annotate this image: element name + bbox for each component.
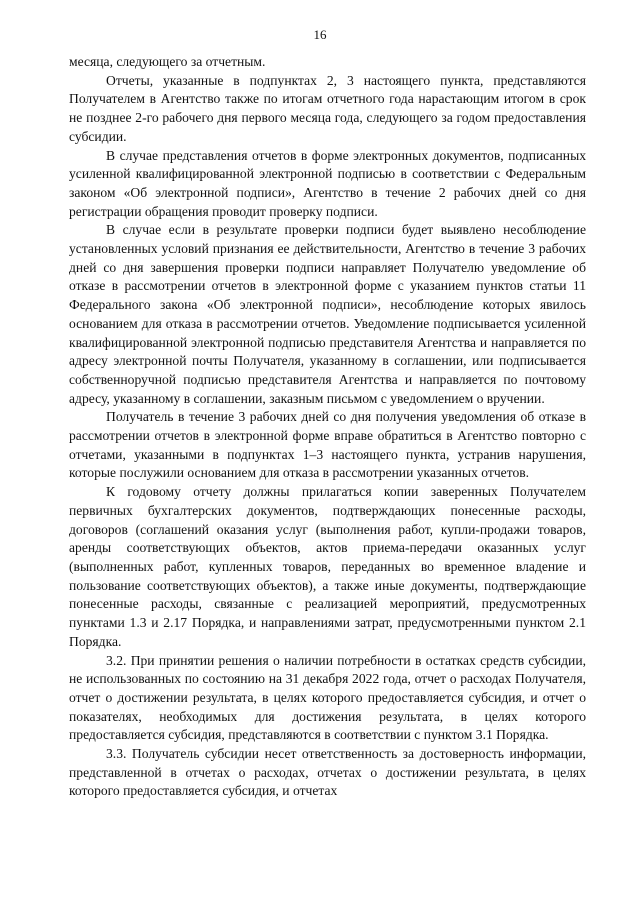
paragraph: месяца, следующего за отчетным.	[69, 54, 266, 69]
page-number: 16	[313, 27, 327, 42]
paragraph: В случае представления отчетов в форме электронных документов, подписанных усиленной квалифицированной электронной подписью в соответствии с Федеральным законом «Об электронной подписи», Агентство в течение 2 рабочих дней со дня регистрации обращения проводит проверку подписи.	[69, 147, 586, 219]
paragraph: В случае если в результате проверки подписи будет выявлено несоблюдение установленных условий признания ее действительности, Агентство в течение 3 рабочих дней со дня завершения проверки подписи направляет Получателю уведомление об отказе в рассмотрении отчетов в электронной форме с указанием пунктов статьи 11 Федерального закона «Об электронной подписи», несоблюдение которых явилось основанием для отказа в рассмотрении отчетов. Уведомление подписывается усиленной квалифицированной электронной подписью представителя Агентства и направляется по адресу электронной почты Получателя, указанному в соглашении, или подписывается собственноручной подписью представителя Агентства и направляется по почтовому адресу, указанному в соглашении, заказным письмом с уведомлением о вручении.	[69, 222, 586, 406]
document-body	[69, 53, 586, 801]
paragraph: 3.2. При принятии решения о наличии потребности в остатках средств субсидии, не использованных по состоянию на 31 декабря 2022 года, отчет о расходах Получателя, отчет о достижении результата, в целях которого предоставляется субсидия, и отчет о показателях, необходимых для достижения результата, в целях которого предоставляется субсидия, представляются в соответствии с пунктом 3.1 Порядка.	[69, 652, 586, 743]
paragraph: К годовому отчету должны прилагаться копии заверенных Получателем первичных бухгалтерских документов, подтверждающих понесенные расходы, договоров (соглашений оказания услуг (выполнения работ, купли-продажи товаров, аренды соответствующих объектов, актов приема-передачи оказанных услуг (выполненных работ, купленных товаров, переданных во временное владение и пользование соответствующих объектов), а также иные документы, подтверждающие понесенные расходы, связанные с реализацией мероприятий, предусмотренных пунктами 1.3 и 2.17 Порядка, и направлениями затрат, предусмотренными пунктом 2.1 Порядка.	[69, 484, 586, 649]
paragraph: 3.3. Получатель субсидии несет ответственность за достоверность информации, представленной в отчетах о расходах, отчетах о достижении результата, в целях которого предоставляется субсидия, и отчетах	[69, 746, 586, 799]
paragraph: Получатель в течение 3 рабочих дней со дня получения уведомления об отказе в рассмотрении отчетов в электронной форме вправе обратиться в Агентство повторно с отчетами, указанными в подпунктах 1–3 настоящего пункта, устранив нарушения, которые послужили основанием для отказа в рассмотрении указанных отчетов.	[69, 409, 586, 481]
paragraph: Отчеты, указанные в подпунктах 2, 3 настоящего пункта, представляются Получателем в Агентство также по итогам отчетного года нарастающим итогом в срок не позднее 2-го рабочего дня первого месяца года, следующего за годом предоставления субсидии.	[69, 72, 586, 144]
